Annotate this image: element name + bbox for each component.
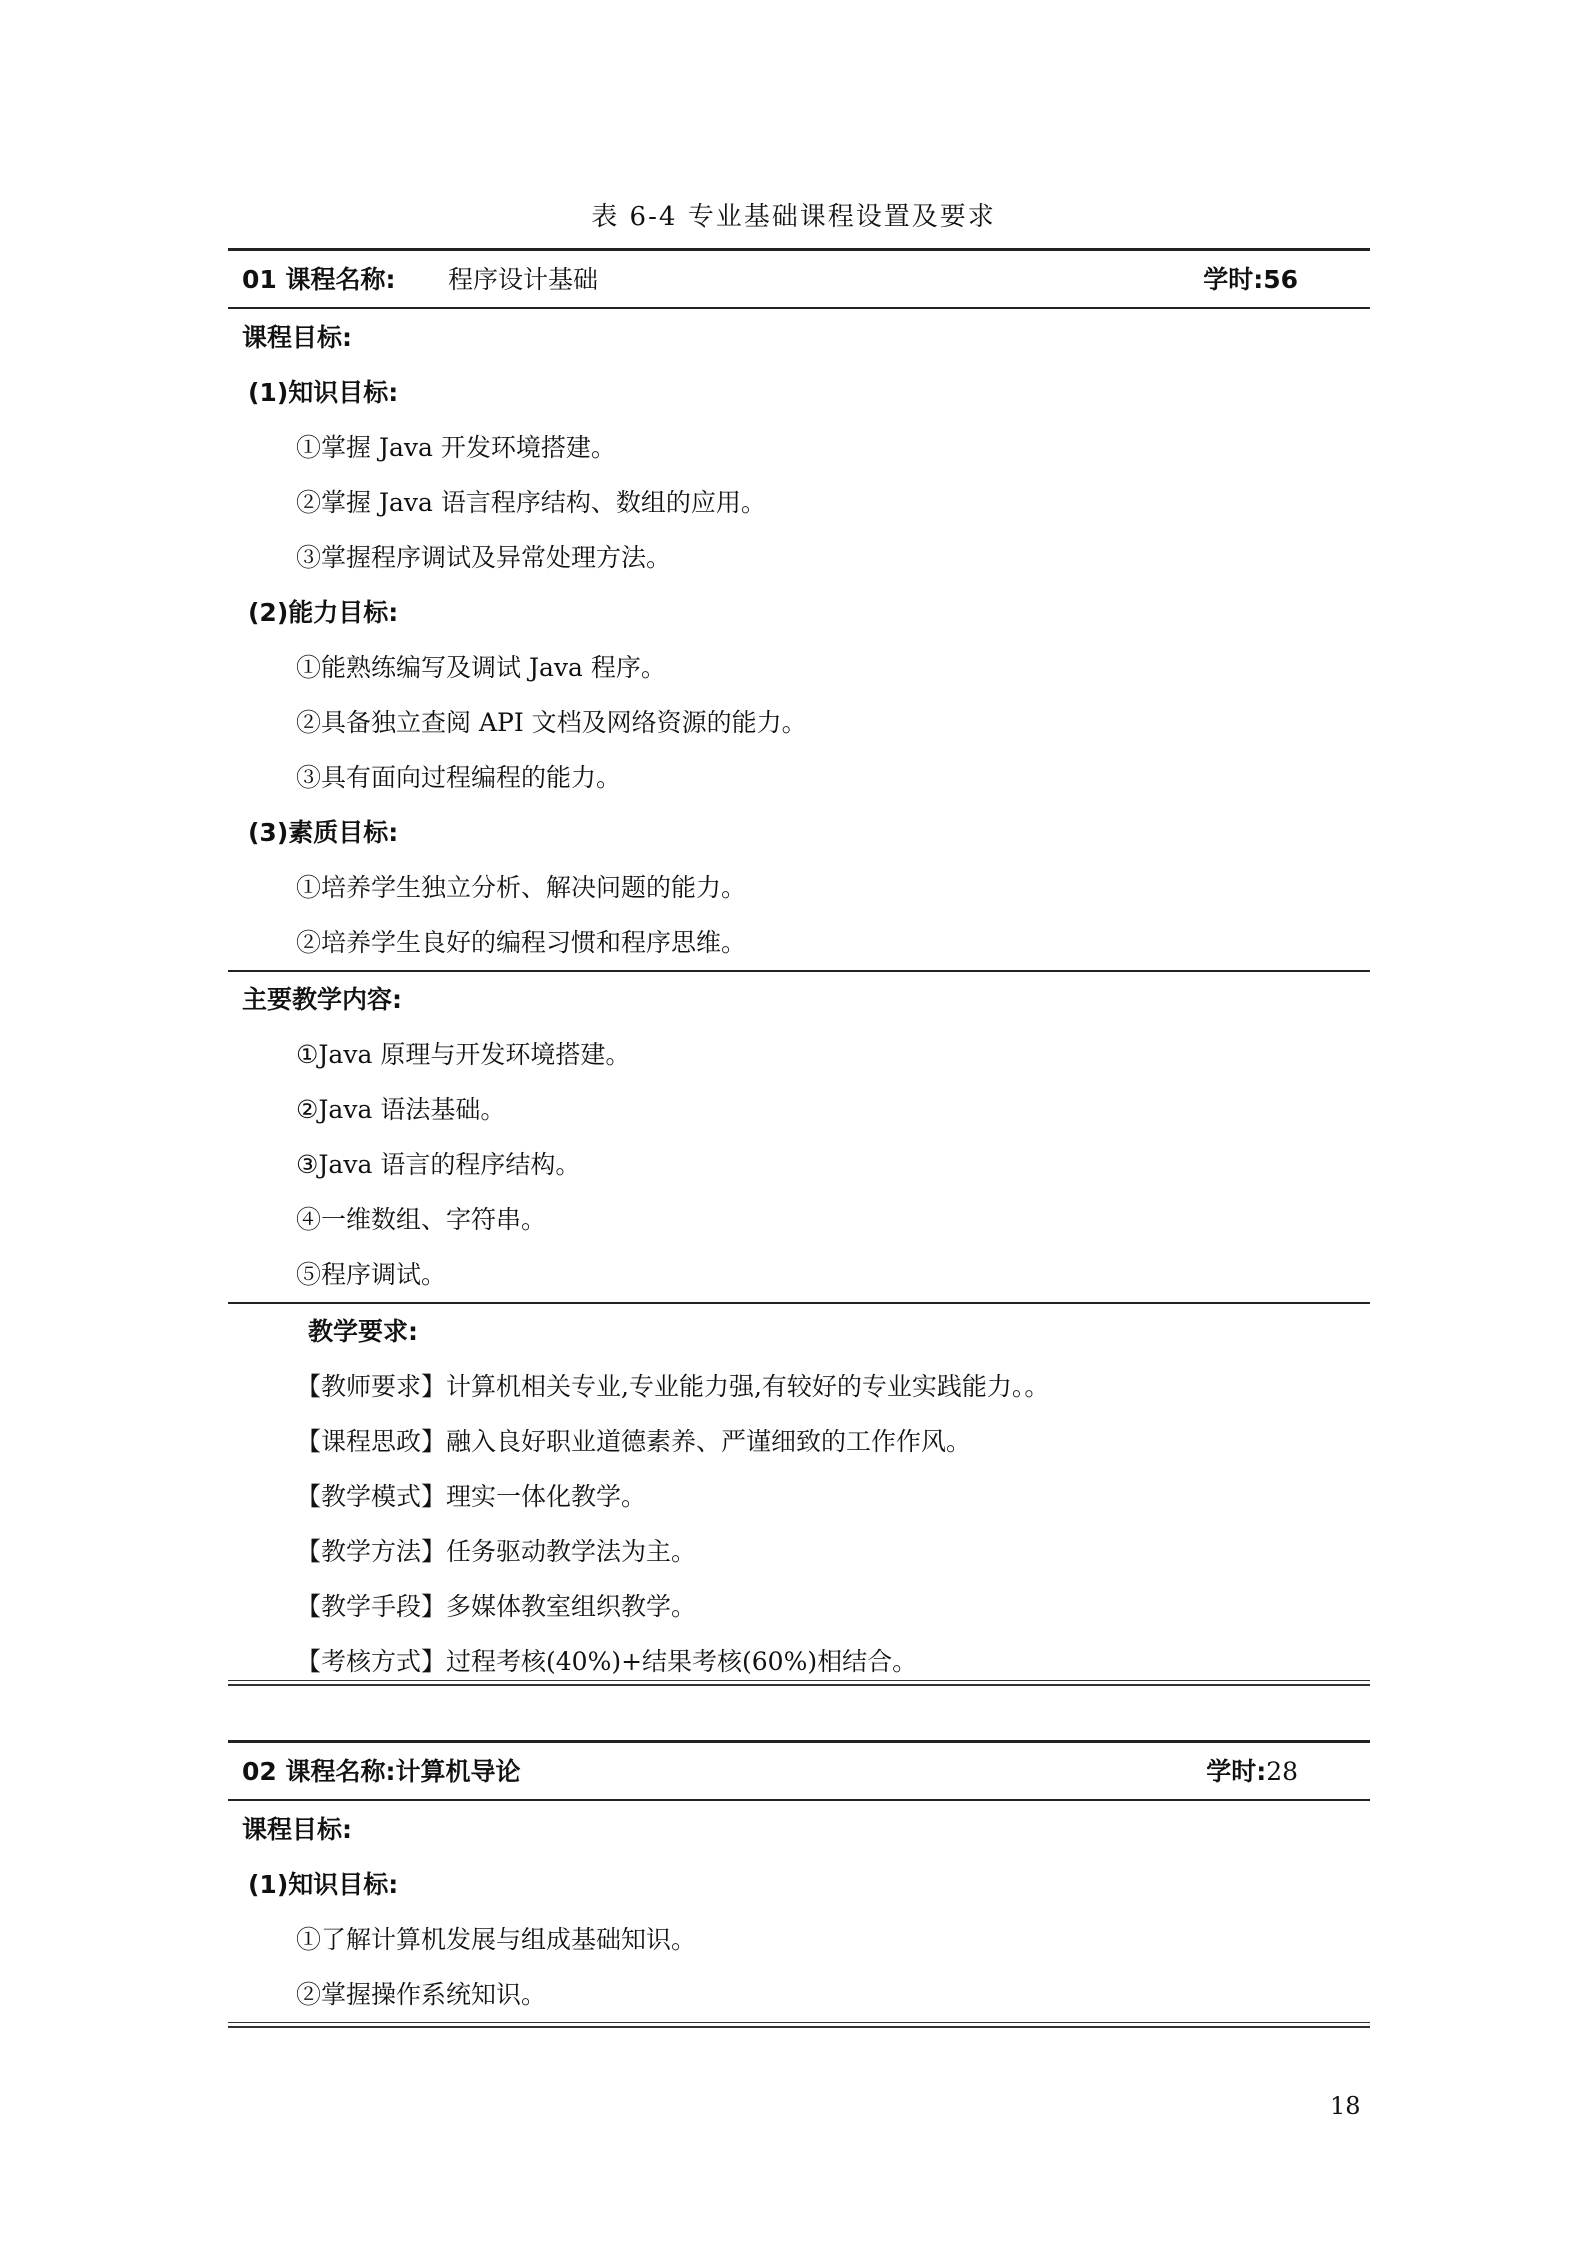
course-title: 02 课程名称:计算机导论: [242, 1757, 521, 1786]
list-item: ①能熟练编写及调试 Java 程序。: [296, 653, 666, 682]
goals-heading: 课程目标:: [242, 1815, 352, 1844]
quality-heading: (3)素质目标:: [248, 818, 399, 847]
list-item: 【教学方法】任务驱动教学法为主。: [296, 1537, 697, 1566]
list-item: ②掌握 Java 语言程序结构、数组的应用。: [296, 488, 766, 517]
list-item: ③掌握程序调试及异常处理方法。: [296, 543, 672, 572]
course-name: 程序设计基础: [448, 265, 599, 294]
course-hours: [1206, 1744, 1298, 1799]
list-item: 【考核方式】过程考核(40%)+结果考核(60%)相结合。: [296, 1647, 918, 1676]
list-item: ④一维数组、字符串。: [296, 1205, 547, 1234]
hours-label: 学时:: [1206, 1757, 1267, 1786]
list-item: ③Java 语言的程序结构。: [296, 1150, 581, 1179]
list-item: ②具备独立查阅 API 文档及网络资源的能力。: [296, 708, 807, 737]
hours-value: 28: [1266, 1757, 1298, 1786]
list-item: 【课程思政】融入良好职业道德素养、严谨细致的工作作风。: [296, 1427, 972, 1456]
course-hours: 学时:56: [1203, 265, 1298, 294]
knowledge-heading: (1)知识目标:: [248, 1870, 399, 1899]
list-item: ②Java 语法基础。: [296, 1095, 506, 1124]
course-prefix: 01 课程名称:: [242, 265, 396, 294]
page-number: 18: [1330, 2092, 1361, 2120]
top-rule: [228, 248, 1370, 251]
bottom-rule: [228, 2022, 1370, 2028]
content-heading: 主要教学内容:: [242, 985, 402, 1014]
knowledge-heading: (1)知识目标:: [248, 378, 399, 407]
divider: [228, 1799, 1370, 1801]
ability-heading: (2)能力目标:: [248, 598, 399, 627]
requirements-heading: 教学要求:: [308, 1317, 418, 1346]
list-item: ③具有面向过程编程的能力。: [296, 763, 622, 792]
list-item: ①掌握 Java 开发环境搭建。: [296, 433, 616, 462]
list-item: ⑤程序调试。: [296, 1260, 447, 1289]
list-item: ②掌握操作系统知识。: [296, 1980, 547, 2009]
table-caption: 表 6-4 专业基础课程设置及要求: [591, 202, 996, 232]
list-item: 【教学模式】理实一体化教学。: [296, 1482, 647, 1511]
course-header-row: [228, 1744, 1370, 1799]
list-item: ②培养学生良好的编程习惯和程序思维。: [296, 928, 747, 957]
list-item: ①了解计算机发展与组成基础知识。: [296, 1925, 697, 1954]
list-item: 【教学手段】多媒体教室组织教学。: [296, 1592, 697, 1621]
top-rule: [228, 1740, 1370, 1743]
course-header-row: [228, 252, 1370, 307]
bottom-rule: [228, 1680, 1370, 1686]
goals-heading: 课程目标:: [242, 323, 352, 352]
list-item: 【教师要求】计算机相关专业,专业能力强,有较好的专业实践能力。。: [296, 1372, 1050, 1401]
divider: [228, 307, 1370, 309]
list-item: ①Java 原理与开发环境搭建。: [296, 1040, 631, 1069]
list-item: ①培养学生独立分析、解决问题的能力。: [296, 873, 747, 902]
